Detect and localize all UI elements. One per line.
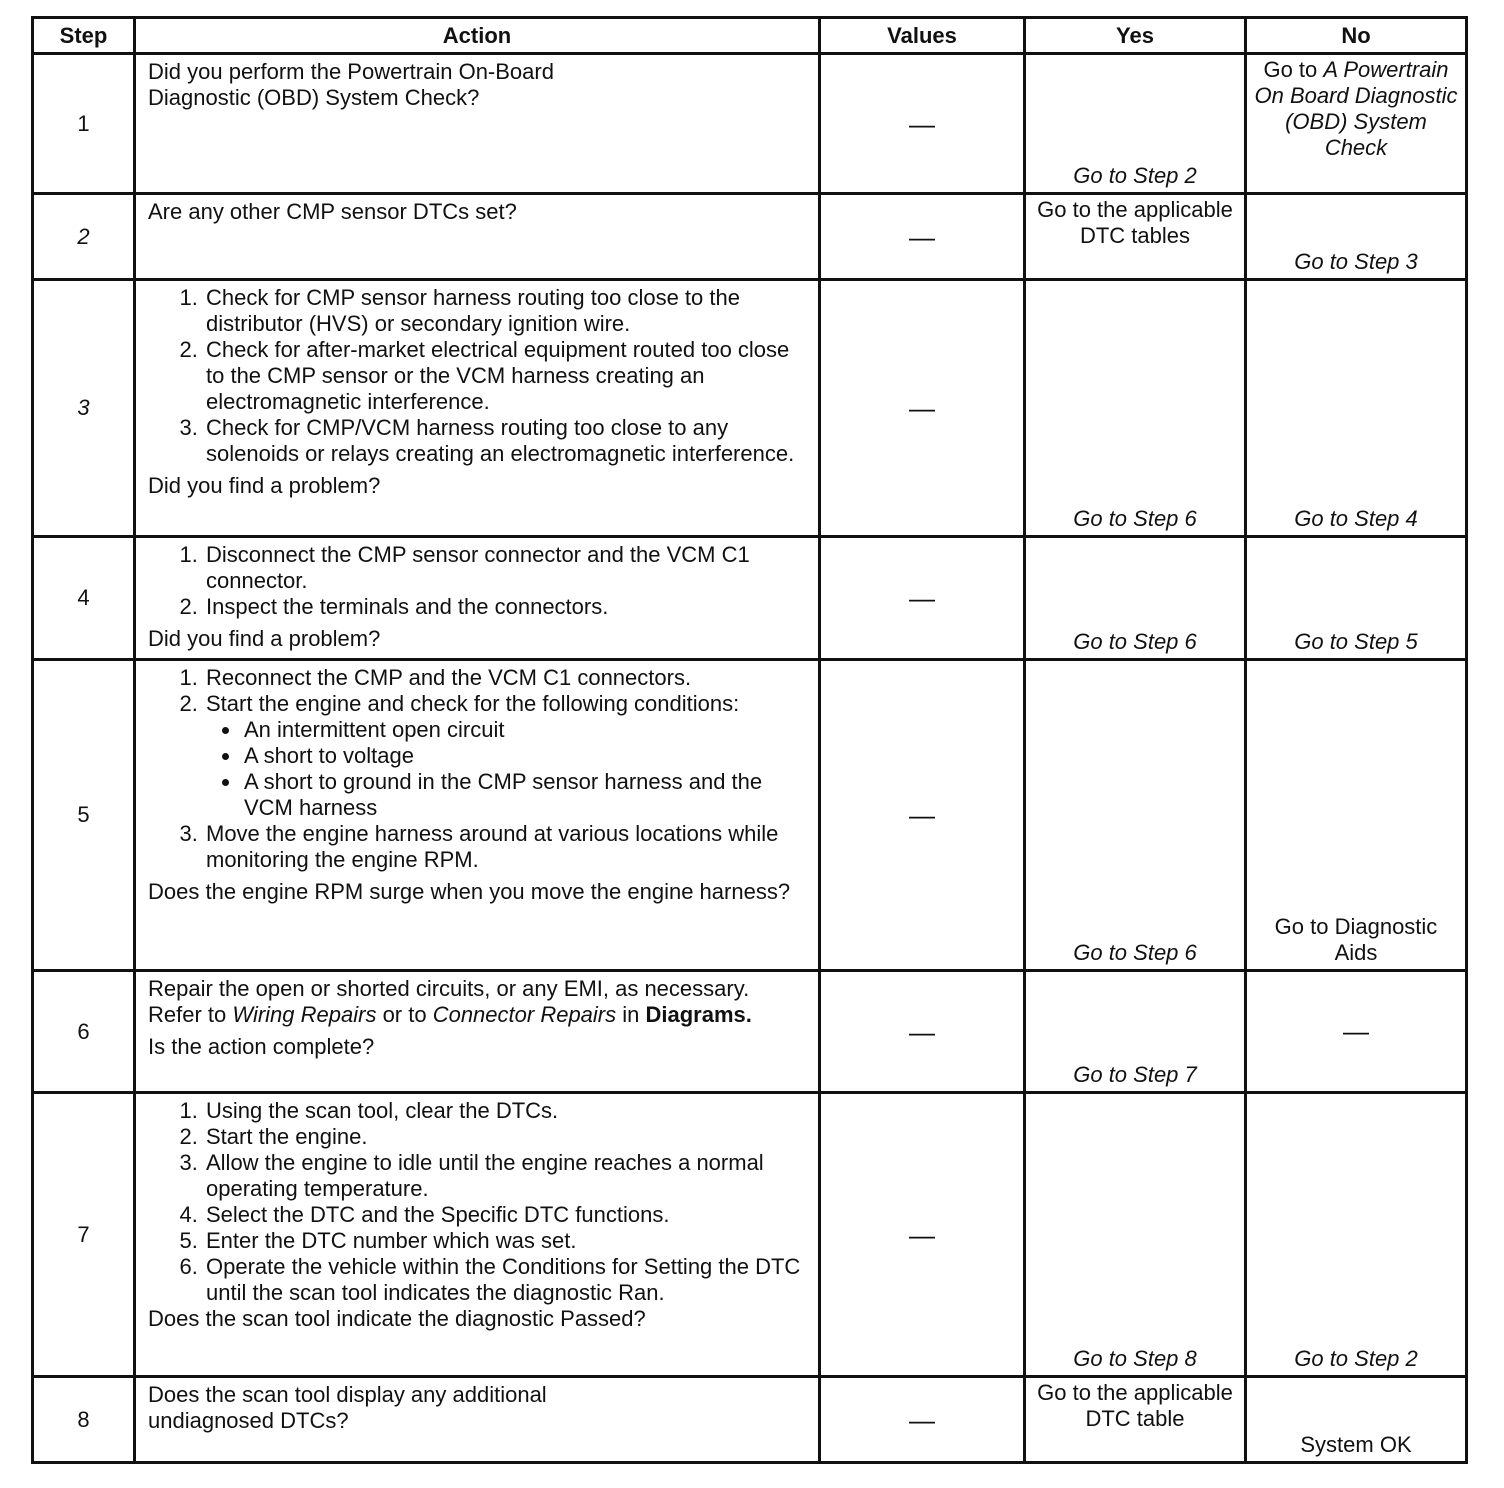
- table-row: [33, 194, 1467, 280]
- action-question: Is the action complete?: [148, 1034, 375, 1059]
- header-no: No: [1246, 18, 1467, 54]
- diagrams-link[interactable]: Diagrams.: [645, 1002, 752, 1027]
- wiring-repairs-link[interactable]: Wiring Repairs: [232, 1002, 377, 1027]
- action-step: [204, 691, 808, 821]
- action-text: Does the scan tool display any additional undiagnosed DTCs?: [148, 1382, 547, 1433]
- values-cell: —: [820, 280, 1025, 537]
- action-text-part: or to: [376, 1002, 433, 1027]
- values-cell: —: [820, 537, 1025, 660]
- table-row: [33, 537, 1467, 660]
- step-number: 2: [33, 194, 135, 280]
- yes-cell: Go to the applicable DTC table: [1025, 1377, 1246, 1463]
- header-action: Action: [135, 18, 820, 54]
- header-step: Step: [33, 18, 135, 54]
- action-step: 2. Start the engine.: [204, 1124, 808, 1150]
- no-cell: —: [1246, 971, 1467, 1093]
- no-cell: Go to Step 4: [1246, 280, 1467, 537]
- diagnostic-table: [31, 16, 1468, 1464]
- action-cell: [135, 537, 820, 660]
- action-text: [148, 976, 808, 1028]
- action-text-part: in: [616, 1002, 646, 1027]
- action-cell: [135, 660, 820, 971]
- no-cell: Go to Step 5: [1246, 537, 1467, 660]
- action-step: 4. Select the DTC and the Specific DTC functions.: [204, 1202, 808, 1228]
- values-cell: —: [820, 660, 1025, 971]
- no-link[interactable]: A Powertrain On Board Diagnostic (OBD) System Check: [1254, 57, 1458, 160]
- action-step: 6. Operate the vehicle within the Conditions for Setting the DTC until the scan tool indicates the diagnostic Ran.: [204, 1254, 808, 1306]
- no-cell: [1246, 54, 1467, 194]
- step-number: 1: [33, 54, 135, 194]
- no-cell: Go to Step 3: [1246, 194, 1467, 280]
- header-yes: Yes: [1025, 18, 1246, 54]
- no-cell: System OK: [1246, 1377, 1467, 1463]
- yes-cell: Go to Step 2: [1025, 54, 1246, 194]
- action-steps: [148, 285, 808, 467]
- condition-item: • A short to voltage: [242, 743, 808, 769]
- no-prefix: Go to: [1263, 57, 1318, 82]
- action-text: Are any other CMP sensor DTCs set?: [148, 199, 517, 224]
- action-step: 1. Disconnect the CMP sensor connector and the VCM C1 connector.: [204, 542, 808, 594]
- values-cell: —: [820, 194, 1025, 280]
- action-step: 2. Check for after-market electrical equipment routed too close to the CMP sensor or the VCM harness creating an electromagnetic interference.: [204, 337, 808, 415]
- step-number: 3: [33, 280, 135, 537]
- action-cell: [135, 54, 820, 194]
- values-cell: —: [820, 971, 1025, 1093]
- action-cell: [135, 1377, 820, 1463]
- action-cell: [135, 280, 820, 537]
- step-number: 8: [33, 1377, 135, 1463]
- header-values: Values: [820, 18, 1025, 54]
- table-row: [33, 1093, 1467, 1377]
- action-step: 2. Inspect the terminals and the connectors.: [204, 594, 808, 620]
- action-step: 3. Check for CMP/VCM harness routing too close to any solenoids or relays creating an electromagnetic interference.: [204, 415, 808, 467]
- action-question: Did you find a problem?: [148, 473, 381, 498]
- yes-cell: Go to Step 6: [1025, 537, 1246, 660]
- action-step: 1. Reconnect the CMP and the VCM C1 connectors.: [204, 665, 808, 691]
- values-cell: —: [820, 1377, 1025, 1463]
- action-step: 3. Move the engine harness around at various locations while monitoring the engine RPM.: [204, 821, 808, 873]
- action-question: Does the scan tool indicate the diagnostic Passed?: [148, 1306, 646, 1331]
- yes-cell: Go to the applicable DTC tables: [1025, 194, 1246, 280]
- action-steps: [148, 1098, 808, 1306]
- action-cell: [135, 1093, 820, 1377]
- yes-cell: Go to Step 6: [1025, 280, 1246, 537]
- condition-item: • A short to ground in the CMP sensor harness and the VCM harness: [242, 769, 808, 821]
- step-number: 7: [33, 1093, 135, 1377]
- header-row: [33, 18, 1467, 54]
- action-cell: [135, 194, 820, 280]
- table-row: [33, 54, 1467, 194]
- action-steps: [148, 542, 808, 620]
- yes-cell: Go to Step 7: [1025, 971, 1246, 1093]
- step-number: 5: [33, 660, 135, 971]
- no-cell: Go to Step 2: [1246, 1093, 1467, 1377]
- action-step: 5. Enter the DTC number which was set.: [204, 1228, 808, 1254]
- table-row: [33, 971, 1467, 1093]
- condition-item: • An intermittent open circuit: [242, 717, 808, 743]
- connector-repairs-link[interactable]: Connector Repairs: [432, 1002, 617, 1027]
- values-cell: —: [820, 54, 1025, 194]
- action-step: 1. Check for CMP sensor harness routing too close to the distributor (HVS) or secondary ignition wire.: [204, 285, 808, 337]
- action-text-part: Repair the open or shorted circuits, or any EMI, as necessary. Refer to: [148, 976, 750, 1027]
- action-step: 3. Allow the engine to idle until the engine reaches a normal operating temperature.: [204, 1150, 808, 1202]
- no-cell[interactable]: Go to Diagnostic Aids: [1246, 660, 1467, 971]
- yes-cell: Go to Step 8: [1025, 1093, 1246, 1377]
- action-question: Did you find a problem?: [148, 626, 381, 651]
- action-cell: [135, 971, 820, 1093]
- action-steps: [148, 665, 808, 873]
- condition-list: [206, 717, 808, 821]
- table-row: [33, 1377, 1467, 1463]
- action-text: Did you perform the Powertrain On-Board Diagnostic (OBD) System Check?: [148, 59, 554, 110]
- action-step: 1. Using the scan tool, clear the DTCs.: [204, 1098, 808, 1124]
- action-step-text: Start the engine and check for the following conditions:: [206, 691, 740, 716]
- table-row: [33, 280, 1467, 537]
- step-number: 4: [33, 537, 135, 660]
- step-number: 6: [33, 971, 135, 1093]
- table-row: [33, 660, 1467, 971]
- action-question: Does the engine RPM surge when you move the engine harness?: [148, 879, 791, 904]
- values-cell: —: [820, 1093, 1025, 1377]
- yes-cell: Go to Step 6: [1025, 660, 1246, 971]
